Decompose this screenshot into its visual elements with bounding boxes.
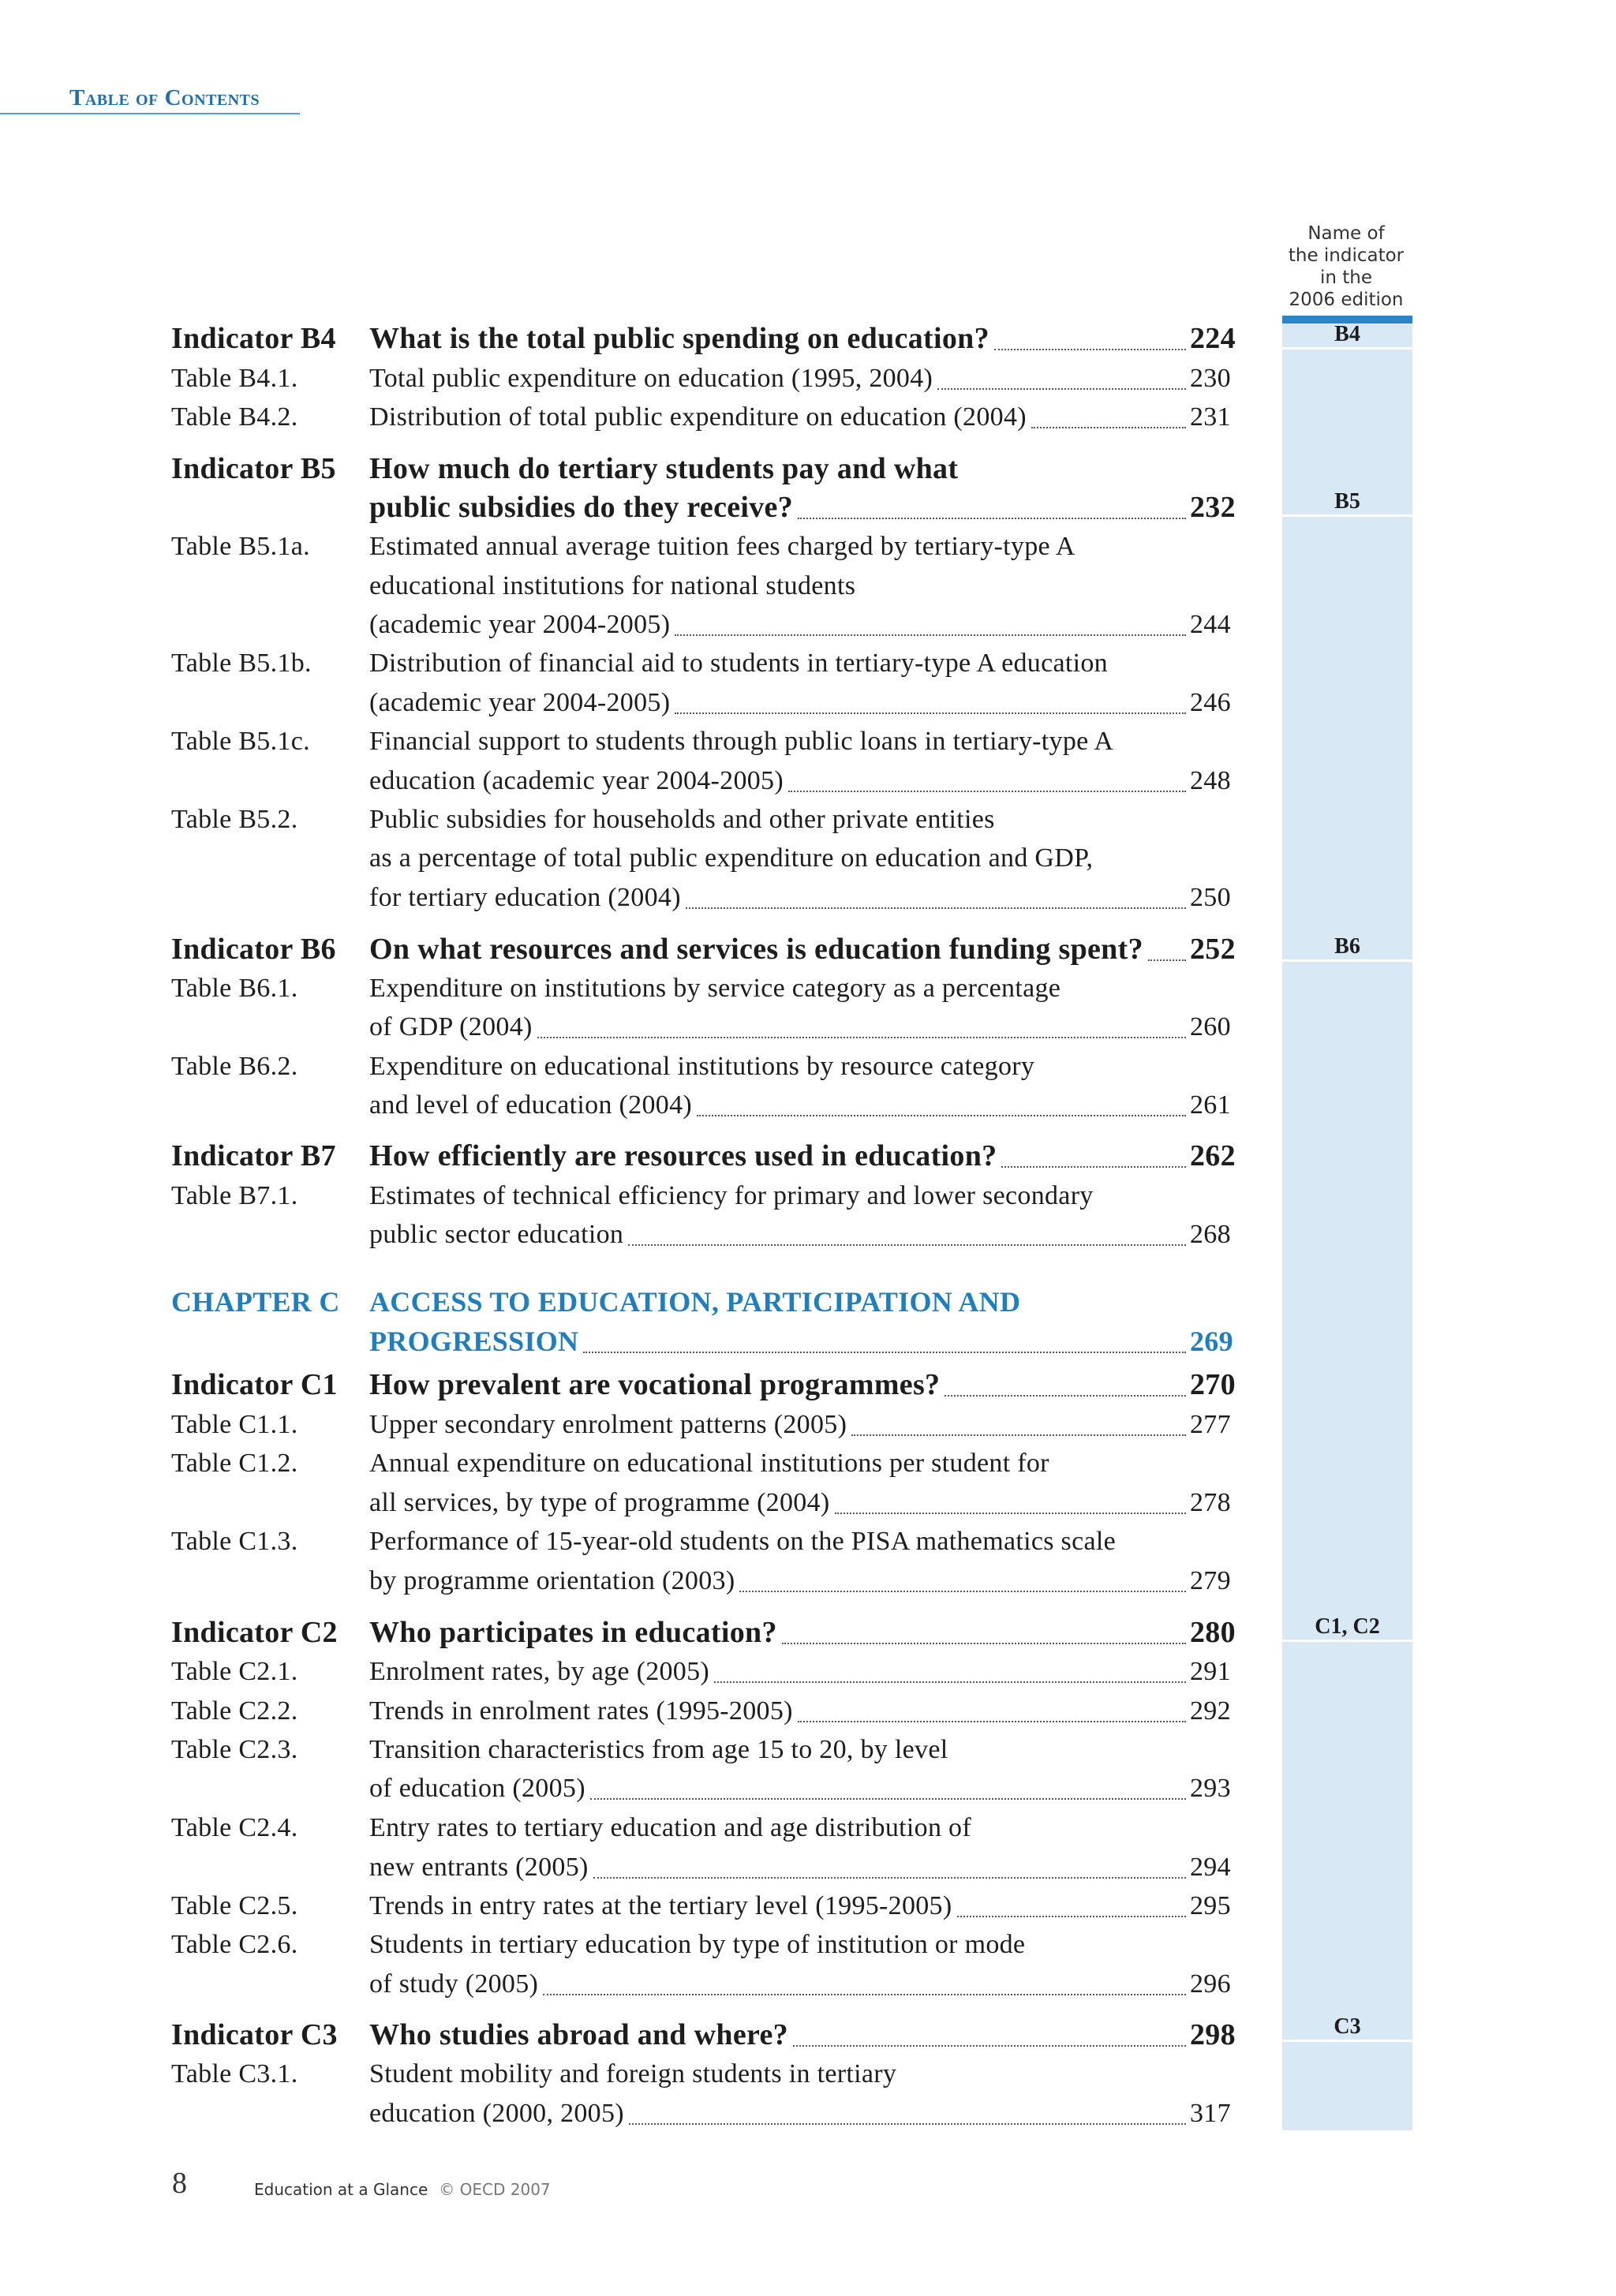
toc-entry-label: Indicator C3 — [171, 2018, 338, 2051]
toc-entry-page: 244 — [1190, 610, 1231, 639]
toc-entry-page: 270 — [1190, 1368, 1236, 1401]
toc-entry-label: Table B4.2. — [171, 402, 298, 432]
header-rule — [0, 113, 300, 114]
dot-leader — [788, 752, 1186, 792]
toc-entry-label: Table C2.6. — [171, 1930, 298, 1959]
toc-entry-title: Total public expenditure on education (1995, 2004) — [369, 364, 933, 393]
toc-entry-title: How efficiently are resources used in education? — [369, 1139, 997, 1172]
side-column-caption — [1275, 222, 1417, 311]
toc-entry-label: Indicator B5 — [171, 452, 336, 485]
dot-leader — [675, 674, 1186, 714]
dot-leader — [1148, 921, 1186, 961]
toc-entry-title: Annual expenditure on educational institutions per student for — [369, 1449, 1049, 1478]
toc-entry[interactable] — [0, 1444, 1616, 1483]
toc-entry-title: (academic year 2004-2005) — [369, 688, 671, 717]
toc-entry[interactable] — [0, 1848, 1616, 1887]
toc-entry[interactable] — [0, 1965, 1616, 2003]
toc-entry[interactable] — [0, 800, 1616, 839]
dot-leader — [686, 869, 1186, 909]
toc-entry-page: 246 — [1190, 688, 1231, 717]
toc-entry-page: 277 — [1190, 1410, 1231, 1439]
toc-entry-title: Who participates in education? — [369, 1616, 777, 1649]
toc-entry[interactable] — [0, 878, 1616, 917]
toc-entry-title: Public subsidies for households and other private entities — [369, 805, 995, 834]
toc-entry-label: Table C2.3. — [171, 1735, 298, 1764]
toc-entry-label: Table B4.1. — [171, 364, 298, 393]
toc-entry[interactable] — [0, 398, 1616, 436]
toc-entry[interactable] — [0, 488, 1616, 527]
toc-entry-label: Table C1.2. — [171, 1449, 298, 1478]
side-label-b5: B5 — [1334, 489, 1360, 514]
dot-leader — [583, 1313, 1186, 1353]
dot-leader — [1001, 1127, 1186, 1168]
toc-entry-title: How prevalent are vocational programmes? — [369, 1368, 941, 1401]
side-caption-line: Name of — [1307, 223, 1385, 244]
footer-copyright: © OECD 2007 — [439, 2180, 551, 2199]
toc-entry-page: 295 — [1190, 1891, 1231, 1920]
dot-leader — [798, 1682, 1186, 1722]
toc-entry-title: Performance of 15-year-old students on the PISA mathematics scale — [369, 1527, 1116, 1556]
dot-leader — [957, 1877, 1186, 1917]
toc-entry-label: Table B7.1. — [171, 1181, 298, 1210]
toc-entry-title: Who studies abroad and where? — [369, 2018, 788, 2051]
dot-leader — [590, 1759, 1186, 1800]
toc-entry-title: Expenditure on institutions by service category as a percentage — [369, 974, 1061, 1003]
toc-entry-page: 248 — [1190, 766, 1231, 795]
toc-entry-page: 292 — [1190, 1696, 1231, 1726]
toc-entry-title: ACCESS TO EDUCATION, PARTICIPATION AND — [369, 1286, 1021, 1318]
dot-leader — [945, 1356, 1186, 1397]
dot-leader — [1031, 388, 1186, 428]
toc-entry[interactable] — [0, 1366, 1616, 1404]
toc-entry-page: 250 — [1190, 883, 1231, 912]
toc-entry-title: Enrolment rates, by age (2005) — [369, 1657, 710, 1686]
toc-entry-title: of GDP (2004) — [369, 1012, 533, 1041]
toc-entry-title: public sector education — [369, 1220, 624, 1249]
toc-entry-title: Students in tertiary education by type of institution or mode — [369, 1930, 1026, 1959]
toc-entry-page: 230 — [1190, 364, 1231, 393]
toc-entry-label: Table C2.4. — [171, 1813, 298, 1842]
toc-entry-label: Table B5.1a. — [171, 532, 310, 561]
toc-entry-page: 260 — [1190, 1012, 1231, 1041]
dot-leader — [835, 1474, 1186, 1514]
toc-entry-title: education (academic year 2004-2005) — [369, 766, 784, 795]
toc-entry-page: 298 — [1190, 2018, 1236, 2051]
toc-entry-title: Financial support to students through public loans in tertiary-type A — [369, 727, 1114, 756]
footer-publication-title: Education at a Glance — [254, 2180, 428, 2199]
dot-leader — [937, 350, 1186, 390]
toc-entry-title: Trends in enrolment rates (1995-2005) — [369, 1696, 793, 1726]
toc-entry-title: Student mobility and foreign students in tertiary — [369, 2059, 897, 2088]
dot-leader — [782, 1604, 1186, 1644]
toc-entry-label: CHAPTER C — [171, 1286, 340, 1318]
toc-entry-page: 269 — [1190, 1326, 1233, 1357]
toc-entry-title: Transition characteristics from age 15 to 20, by level — [369, 1735, 948, 1764]
toc-entry[interactable] — [0, 605, 1616, 644]
dot-leader — [697, 1076, 1186, 1116]
toc-entry[interactable] — [0, 1008, 1616, 1046]
toc-entry-page: 231 — [1190, 402, 1231, 432]
dot-leader — [798, 479, 1186, 519]
toc-entry[interactable] — [0, 2094, 1616, 2133]
toc-entry-label: Indicator C1 — [171, 1368, 338, 1401]
toc-entry[interactable] — [0, 761, 1616, 800]
toc-entry-page: 317 — [1190, 2099, 1231, 2128]
toc-entry[interactable] — [0, 1322, 1616, 1361]
toc-entry-title: Entry rates to tertiary education and age distribution of — [369, 1813, 971, 1842]
toc-entry[interactable] — [0, 359, 1616, 398]
toc-entry-label: Table B6.1. — [171, 974, 298, 1003]
toc-entry[interactable] — [0, 930, 1616, 969]
toc-entry-title: all services, by type of programme (2004) — [369, 1488, 830, 1517]
dot-leader — [543, 1955, 1186, 1995]
toc-entry-title: Estimates of technical efficiency for primary and lower secondary — [369, 1181, 1094, 1210]
toc-entry-title: of education (2005) — [369, 1774, 585, 1803]
toc-entry-title: What is the total public spending on education? — [369, 322, 989, 355]
toc-entry-title: Estimated annual average tuition fees charged by tertiary-type A — [369, 532, 1075, 561]
dot-leader — [628, 1206, 1186, 1246]
side-caption-line: the indicator — [1288, 245, 1405, 266]
toc-entry-title: (academic year 2004-2005) — [369, 610, 671, 639]
side-label-c3: C3 — [1334, 2014, 1361, 2039]
page-header-title: Table of Contents — [69, 85, 260, 110]
toc-entry-label: Table C3.1. — [171, 2059, 298, 2088]
toc-entry-label: Indicator B6 — [171, 933, 336, 966]
toc-entry[interactable] — [0, 1769, 1616, 1808]
toc-entry-label: Indicator B4 — [171, 322, 336, 355]
dot-leader — [994, 310, 1186, 350]
toc-entry-title: Expenditure on educational institutions by resource category — [369, 1052, 1035, 1081]
toc-entry-title: education (2000, 2005) — [369, 2099, 624, 2128]
toc-entry-page: 262 — [1190, 1139, 1236, 1172]
toc-entry[interactable] — [0, 1137, 1616, 1176]
side-label-c1-c2: C1, C2 — [1315, 1614, 1380, 1639]
toc-entry-page: 279 — [1190, 1566, 1231, 1595]
toc-entry-page: 278 — [1190, 1488, 1231, 1517]
footer-publication — [254, 2180, 551, 2199]
toc-entry-label: Table C2.1. — [171, 1657, 298, 1686]
toc-entry-page: 291 — [1190, 1657, 1231, 1686]
toc-entry-label: Table B5.2. — [171, 805, 298, 834]
dot-leader — [593, 1838, 1186, 1879]
toc-entry[interactable] — [0, 683, 1616, 722]
dot-leader — [851, 1396, 1186, 1436]
toc-entry-title: How much do tertiary students pay and what — [369, 452, 959, 485]
toc-entry[interactable] — [0, 527, 1616, 566]
toc-entry-title: for tertiary education (2004) — [369, 883, 681, 912]
toc-entry-title: Upper secondary enrolment patterns (2005) — [369, 1410, 847, 1439]
toc-entry-title: and level of education (2004) — [369, 1090, 692, 1120]
toc-entry[interactable] — [0, 1086, 1616, 1124]
toc-entry-label: Indicator B7 — [171, 1139, 336, 1172]
side-label-b6: B6 — [1334, 934, 1360, 959]
dot-leader — [537, 998, 1186, 1038]
toc-entry-label: Table B6.2. — [171, 1052, 298, 1081]
toc-entry-page: 232 — [1190, 491, 1236, 524]
toc-entry-page: 268 — [1190, 1220, 1231, 1249]
dot-leader — [739, 1552, 1186, 1592]
toc-entry-title: by programme orientation (2003) — [369, 1566, 735, 1595]
toc-entry-page: 280 — [1190, 1616, 1236, 1649]
toc-entry-title: On what resources and services is education funding spent? — [369, 933, 1143, 966]
dot-leader — [714, 1643, 1186, 1683]
toc-entry-title: as a percentage of total public expenditure on education and GDP, — [369, 843, 1094, 873]
toc-entry-page: 261 — [1190, 1090, 1231, 1120]
side-label-b4: B4 — [1334, 322, 1360, 346]
toc-entry[interactable] — [0, 1483, 1616, 1522]
toc-entry-label: Table B5.1b. — [171, 649, 312, 678]
side-caption-line: in the — [1319, 267, 1373, 288]
footer-page-number: 8 — [172, 2167, 187, 2200]
toc-entry-title: educational institutions for national students — [369, 571, 856, 600]
toc-entry-page: 224 — [1190, 322, 1236, 355]
toc-entry-title: PROGRESSION — [369, 1326, 579, 1357]
toc-entry[interactable] — [0, 320, 1616, 358]
toc-entry-title: Distribution of financial aid to students in tertiary-type A education — [369, 649, 1108, 678]
side-caption-line: 2006 edition — [1289, 290, 1404, 310]
toc-entry[interactable] — [0, 1405, 1616, 1444]
toc-entry[interactable] — [0, 1887, 1616, 1925]
dot-leader — [793, 2006, 1186, 2047]
toc-entry-title: Distribution of total public expenditure on education (2004) — [369, 402, 1027, 432]
toc-entry-page: 252 — [1190, 933, 1236, 966]
toc-entry[interactable] — [0, 1561, 1616, 1600]
toc-entry-page: 294 — [1190, 1853, 1231, 1882]
toc-entry-title: Trends in entry rates at the tertiary level (1995-2005) — [369, 1891, 952, 1920]
toc-entry-label: Table C2.5. — [171, 1891, 298, 1920]
toc-entry-title: public subsidies do they receive? — [369, 491, 794, 524]
dot-leader — [629, 2085, 1186, 2125]
toc-entry-label: Indicator C2 — [171, 1616, 338, 1649]
toc-entry-page: 296 — [1190, 1969, 1231, 1999]
toc-entry-page: 293 — [1190, 1774, 1231, 1803]
toc-entry[interactable] — [0, 1692, 1616, 1730]
toc-entry-label: Table C1.3. — [171, 1527, 298, 1556]
toc-entry[interactable] — [0, 2016, 1616, 2055]
dot-leader — [675, 596, 1186, 636]
toc-entry-title: of study (2005) — [369, 1969, 539, 1999]
toc-entry-title: new entrants (2005) — [369, 1853, 589, 1882]
toc-entry-label: Table B5.1c. — [171, 727, 310, 756]
toc-entry-label: Table C1.1. — [171, 1410, 298, 1439]
toc-entry-label: Table C2.2. — [171, 1696, 298, 1726]
toc-entry[interactable] — [0, 1215, 1616, 1254]
